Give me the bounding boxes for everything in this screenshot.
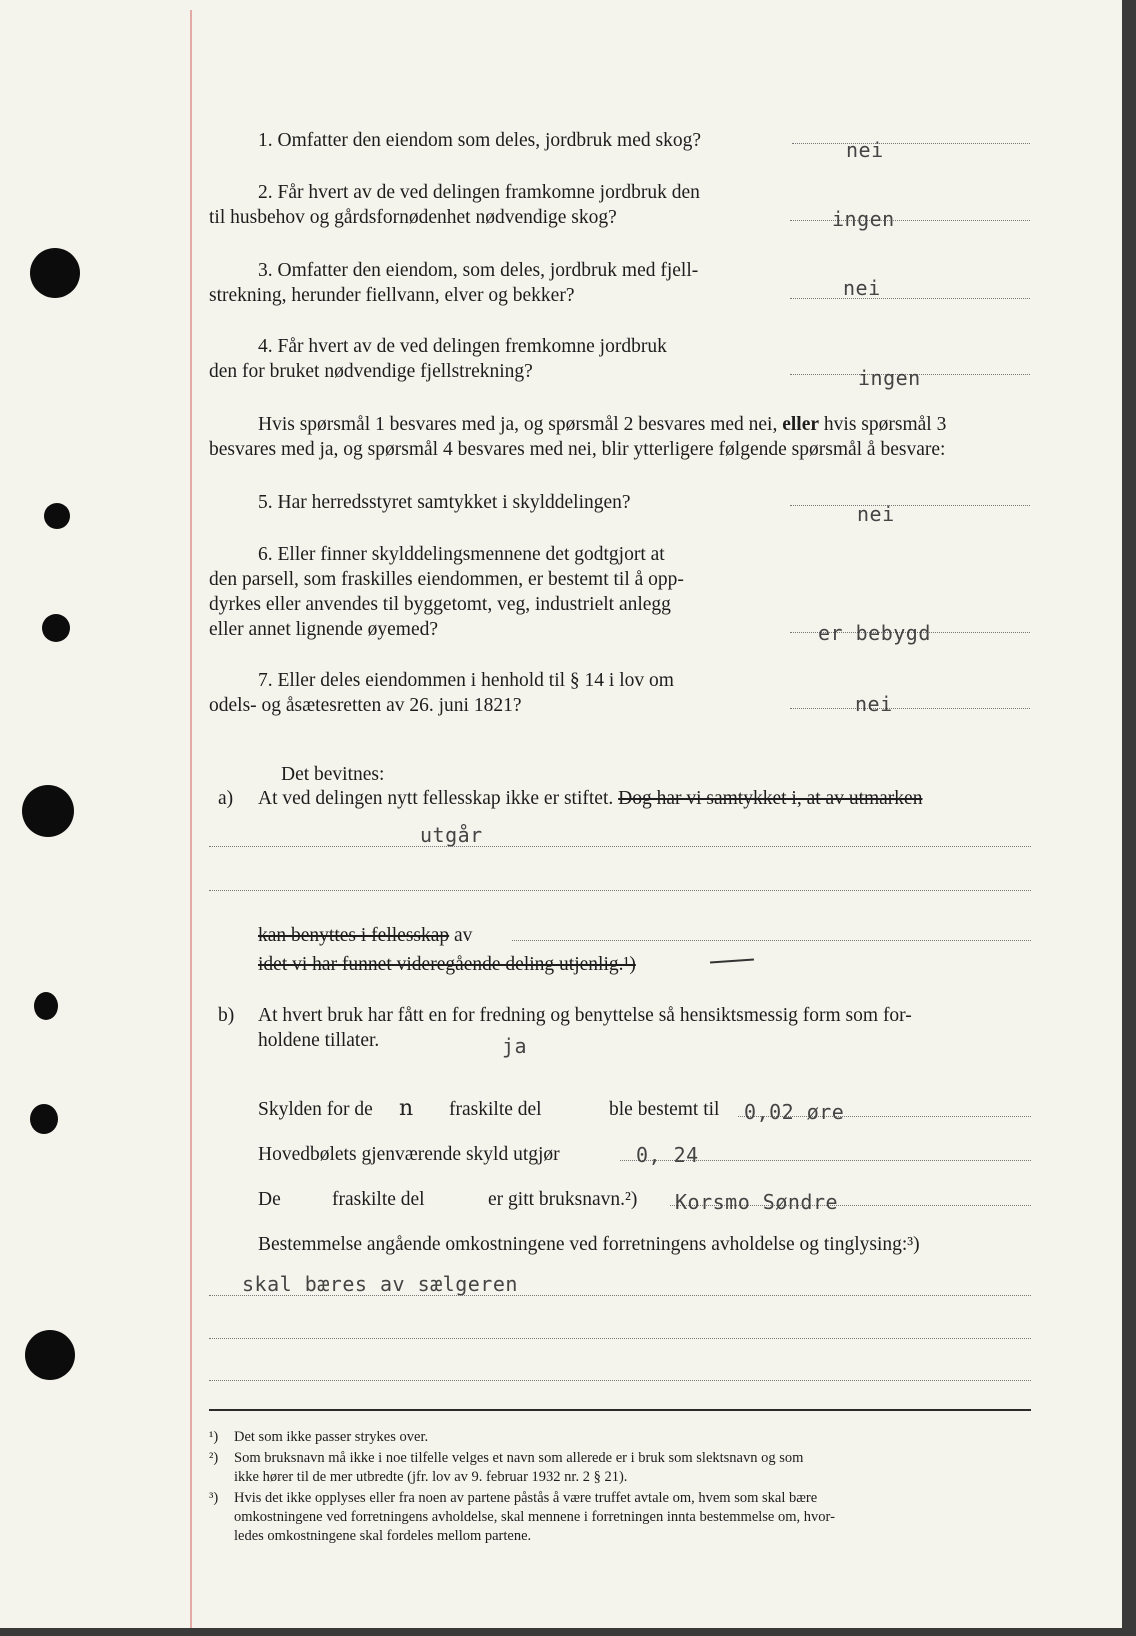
answer-line xyxy=(792,143,1030,144)
punch-hole xyxy=(44,503,70,529)
question-3-line-2: strekning, herunder fiellvann, elver og bekker? xyxy=(209,285,575,306)
certify-b-answer: ja xyxy=(502,1034,528,1058)
certify-b-label: b) xyxy=(218,1005,235,1026)
condition-eller: eller xyxy=(782,414,820,435)
certify-a-answer: utgår xyxy=(420,823,483,847)
certify-b-line-2: holdene tillater. xyxy=(258,1030,380,1051)
punch-hole xyxy=(30,1104,58,1134)
answer-line xyxy=(790,220,1030,221)
footnote-3-line-1: Hvis det ikke opplyses eller fra noen av partene påstås å være truffet avtale om, hvem som skal bære xyxy=(234,1490,818,1506)
condition-text-a: Hvis spørsmål 1 besvares med ja, og spørsmål 2 besvares med nei, xyxy=(258,414,778,435)
footnote-2-mark: ²) xyxy=(209,1450,219,1466)
condition-line-2: besvares med ja, og spørsmål 4 besvares med nei, blir ytterligere følgende spørsmål å besvare: xyxy=(209,439,946,460)
skyld-value: 0,02 øre xyxy=(744,1100,845,1124)
struck-line-1 xyxy=(258,923,472,948)
navn-value: Korsmo Søndre xyxy=(675,1190,839,1214)
answer-q1: nei xyxy=(846,138,884,162)
answer-q4: ingen xyxy=(858,366,921,390)
answer-line xyxy=(790,298,1030,299)
footnote-3-mark: ³) xyxy=(209,1490,219,1506)
certify-a-label: a) xyxy=(218,788,234,809)
footnote-3-line-2: omkostningene ved forretningens avholdelse, skal mennene i forretningen innta bestemmelse om, hvor- xyxy=(234,1509,835,1525)
certify-heading: Det bevitnes: xyxy=(281,764,385,785)
answer-q2: ingen xyxy=(832,207,895,231)
question-6-line-2: den parsell, som fraskilles eiendommen, er bestemt til å opp- xyxy=(209,569,684,590)
hoved-label: Hovedbølets gjenværende skyld utgjør xyxy=(258,1144,560,1165)
footnote-1-mark: ¹) xyxy=(209,1429,219,1445)
hoved-value: 0, 24 xyxy=(636,1143,699,1167)
blank-line xyxy=(209,890,1031,891)
struck-fellesskap: kan benyttes i fellesskap xyxy=(258,925,450,946)
answer-q7: nei xyxy=(855,692,893,716)
condition-line-1 xyxy=(258,412,946,437)
question-7-line-1: 7. Eller deles eiendommen i henhold til § 14 i lov om xyxy=(258,670,674,691)
footnote-1: Det som ikke passer strykes over. xyxy=(234,1429,429,1445)
blank-line xyxy=(209,1295,1031,1296)
question-2-line-1: 2. Får hvert av de ved delingen framkomne jordbruk den xyxy=(258,182,700,203)
blank-line xyxy=(209,846,1031,847)
certify-a-statement: At ved delingen nytt fellesskap ikke er stiftet. xyxy=(258,788,614,809)
question-6-line-3: dyrkes eller anvendes til byggetomt, veg, industrielt anlegg xyxy=(209,594,671,615)
punch-hole xyxy=(30,248,80,298)
skyld-label-2: fraskilte del xyxy=(449,1099,542,1120)
question-6-line-1: 6. Eller finner skylddelingsmennene det godtgjort at xyxy=(258,544,665,565)
question-4-line-2: den for bruket nødvendige fjellstrekning? xyxy=(209,361,533,382)
answer-line xyxy=(790,708,1030,709)
question-6-line-4: eller annet lignende øyemed? xyxy=(209,619,439,640)
navn-label-3: er gitt bruksnavn.²) xyxy=(488,1189,638,1210)
question-2-line-2: til husbehov og gårdsfornødenhet nødvendige skog? xyxy=(209,207,617,228)
question-3-line-1: 3. Omfatter den eiendom, som deles, jordbruk med fjell- xyxy=(258,260,699,281)
condition-text-c: hvis spørsmål 3 xyxy=(823,414,947,435)
question-4-line-1: 4. Får hvert av de ved delingen fremkomne jordbruk xyxy=(258,336,667,357)
punch-hole xyxy=(34,992,58,1020)
footnote-2-line-2: ikke hører til de mer utbredte (jfr. lov av 9. februar 1932 nr. 2 § 21). xyxy=(234,1469,628,1485)
blank-line xyxy=(209,1338,1031,1339)
struck-line-2: idet vi har funnet videregående deling utjenlig.¹) xyxy=(258,954,636,975)
punch-hole xyxy=(42,614,70,642)
navn-label-2: fraskilte del xyxy=(332,1189,425,1210)
struck-av: av xyxy=(454,925,473,946)
answer-line xyxy=(790,505,1030,506)
answer-q3: nei xyxy=(843,276,881,300)
certify-a-struck: Dog har vi samtykket i, at av utmarken xyxy=(618,788,923,809)
blank-line xyxy=(209,1380,1031,1381)
certify-a-text xyxy=(258,786,922,811)
punch-hole xyxy=(25,1330,75,1380)
red-margin-line xyxy=(190,10,192,1628)
footnote-rule xyxy=(209,1409,1031,1411)
footnote-2-line-1: Som bruksnavn må ikke i noe tilfelle velges et navn som allerede er i bruk som slektsnavn og som xyxy=(234,1450,804,1466)
question-5: 5. Har herredsstyret samtykket i skylddelingen? xyxy=(258,492,631,513)
footnote-3-line-3: ledes omkostningene skal fordeles mellom partene. xyxy=(234,1528,532,1544)
kost-label: Bestemmelse angående omkostningene ved forretningens avholdelse og tinglysing:³) xyxy=(258,1234,920,1255)
question-1: 1. Omfatter den eiendom som deles, jordbruk med skog? xyxy=(258,130,701,151)
kost-value: skal bæres av sælgeren xyxy=(242,1272,518,1296)
navn-label-1: De xyxy=(258,1189,281,1210)
skyld-label-1: Skylden for de xyxy=(258,1099,373,1120)
question-7-line-2: odels- og åsætesretten av 26. juni 1821? xyxy=(209,695,522,716)
blank-line xyxy=(512,940,1031,941)
answer-q5: nei xyxy=(857,502,895,526)
answer-q6: er bebygd xyxy=(818,621,931,645)
skyld-label-3: ble bestemt til xyxy=(609,1099,720,1120)
certify-b-line-1: At hvert bruk har fått en for fredning og benyttelse så hensiktsmessig form som for- xyxy=(258,1005,912,1026)
punch-hole xyxy=(22,785,74,837)
pen-strike-mark xyxy=(710,958,754,963)
skyld-handwritten: n xyxy=(399,1096,414,1121)
